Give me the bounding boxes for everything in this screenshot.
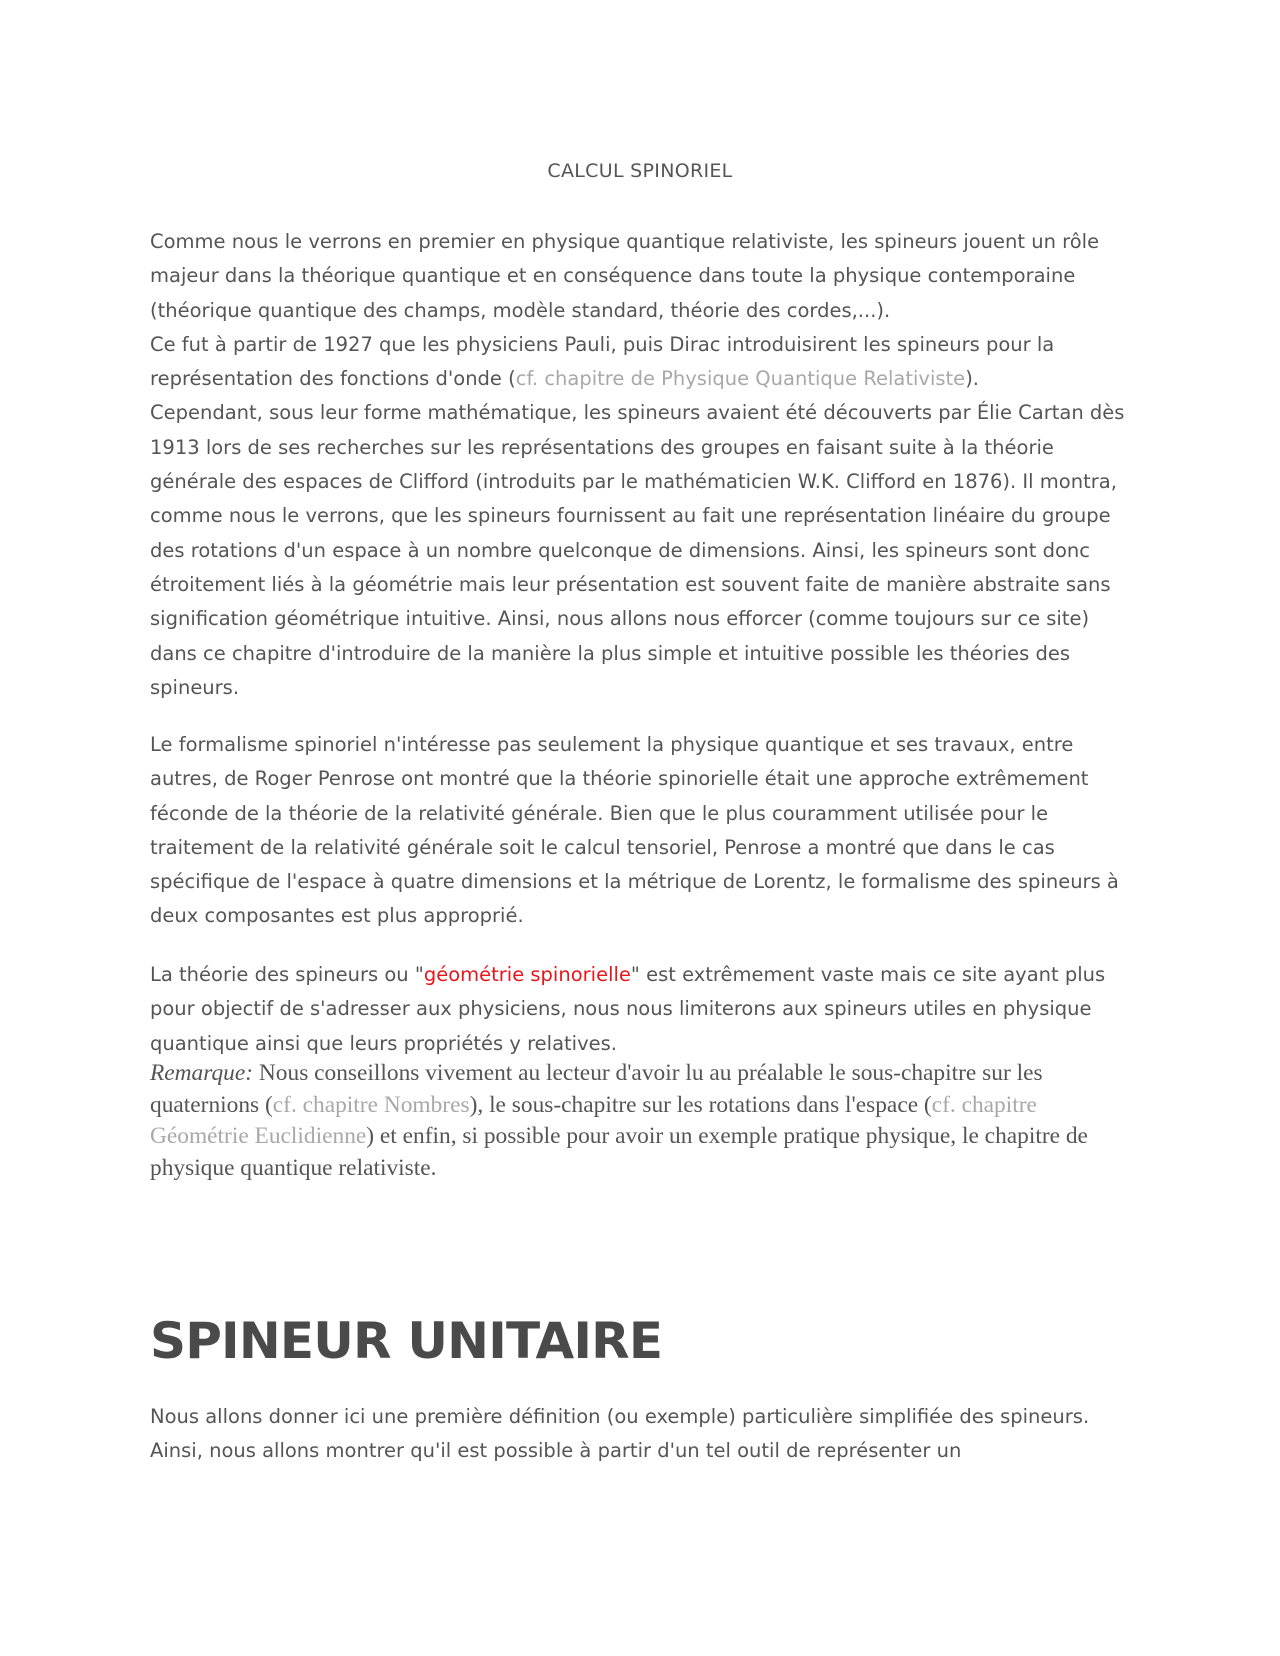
spineur-unitaire-paragraph: Nous allons donner ici une première définition (ou exemple) particulière simplifiée des spineurs. Ainsi, nous allons montrer qu'il est possible à partir d'un tel outil de représenter un (150, 1405, 1090, 1463)
intro-paragraph (150, 225, 1132, 705)
scope-text-a: La théorie des spineurs ou " (150, 963, 424, 986)
remark-label: Remarque: (150, 1060, 254, 1086)
intro-text-d: Cependant, sous leur forme mathématique, les spineurs avaient été découverts par Élie Cartan dès 1913 lors de ses recherches sur les représentations des groupes en faisant suite à la théorie générale des espaces de Clifford (introduits par le mathématicien W.K. Clifford en 1876). Il montra, comme nous le verrons, que les spineurs fournissent au fait une représentation linéaire du groupe des rotations d'un espace à un nombre quelconque de dimensions. Ainsi, les spineurs sont donc étroitement liés à la géométrie mais leur présentation est souvent faite de manière abstraite sans signification géométrique intuitive. Ainsi, nous allons nous efforcer (comme toujours sur ce site) dans ce chapitre d'introduire de la manière la plus simple et intuitive possible les théories des spineurs. (150, 401, 1125, 699)
penrose-paragraph: Le formalisme spinoriel n'intéresse pas seulement la physique quantique et ses travaux, entre autres, de Roger Penrose ont montré que la théorie spinorielle était une approche extrêmement féconde de la théorie de la relativité générale. Bien que le plus couramment utilisée pour le traitement de la relativité générale soit le calcul tensoriel, Penrose a montré que dans le cas spécifique de l'espace à quatre dimensions et la métrique de Lorentz, le formalisme des spineurs à deux composantes est plus approprié. (150, 733, 1119, 928)
intro-text-a: Comme nous le verrons en premier en physique quantique relativiste, les spineurs jouent un rôle majeur dans la théorique quantique et en conséquence dans toute la physique contemporaine (théorique quantique des champs, modèle standard, théorie des cordes,...). (150, 230, 1100, 322)
link-geometrie-spinorielle[interactable]: géométrie spinorielle (423, 963, 631, 986)
link-geometrie-euclidienne[interactable]: cf. chapitre Géométrie Euclidienne (150, 1091, 1037, 1149)
scope-text-b: " est extrêmement vaste mais ce site ayant plus pour objectif de s'adresser aux physiciens, nous nous limiterons aux spineurs utiles en physique quantique ainsi que leurs propriétés y relatives. (150, 963, 1106, 1055)
section-heading-spineur-unitaire: SPINEUR UNITAIRE (150, 1312, 663, 1370)
intro-text-c: ). (965, 367, 979, 391)
remark-paragraph (150, 1058, 1140, 1184)
intro-text-b: Ce fut à partir de 1927 que les physiciens Pauli, puis Dirac introduisirent les spineurs pour la représentation des fonctions d'onde ( (150, 332, 1055, 391)
remark-text-b: ), le sous-chapitre sur les rotations dans l'espace ( (469, 1091, 932, 1118)
document-title: CALCUL SPINORIEL (547, 160, 733, 182)
remark-text-c: ) et enfin, si possible pour avoir un exemple pratique physique, le chapitre de physique quantique relativiste. (150, 1123, 1088, 1181)
link-chapitre-nombres[interactable]: cf. chapitre Nombres (272, 1091, 470, 1118)
link-physique-quantique-relativiste[interactable]: cf. chapitre de Physique Quantique Relativiste (515, 367, 966, 391)
scope-paragraph (150, 958, 1132, 1061)
remark-text-a: Nous conseillons vivement au lecteur d'avoir lu au préalable le sous-chapitre sur les quaternions ( (150, 1060, 1043, 1118)
